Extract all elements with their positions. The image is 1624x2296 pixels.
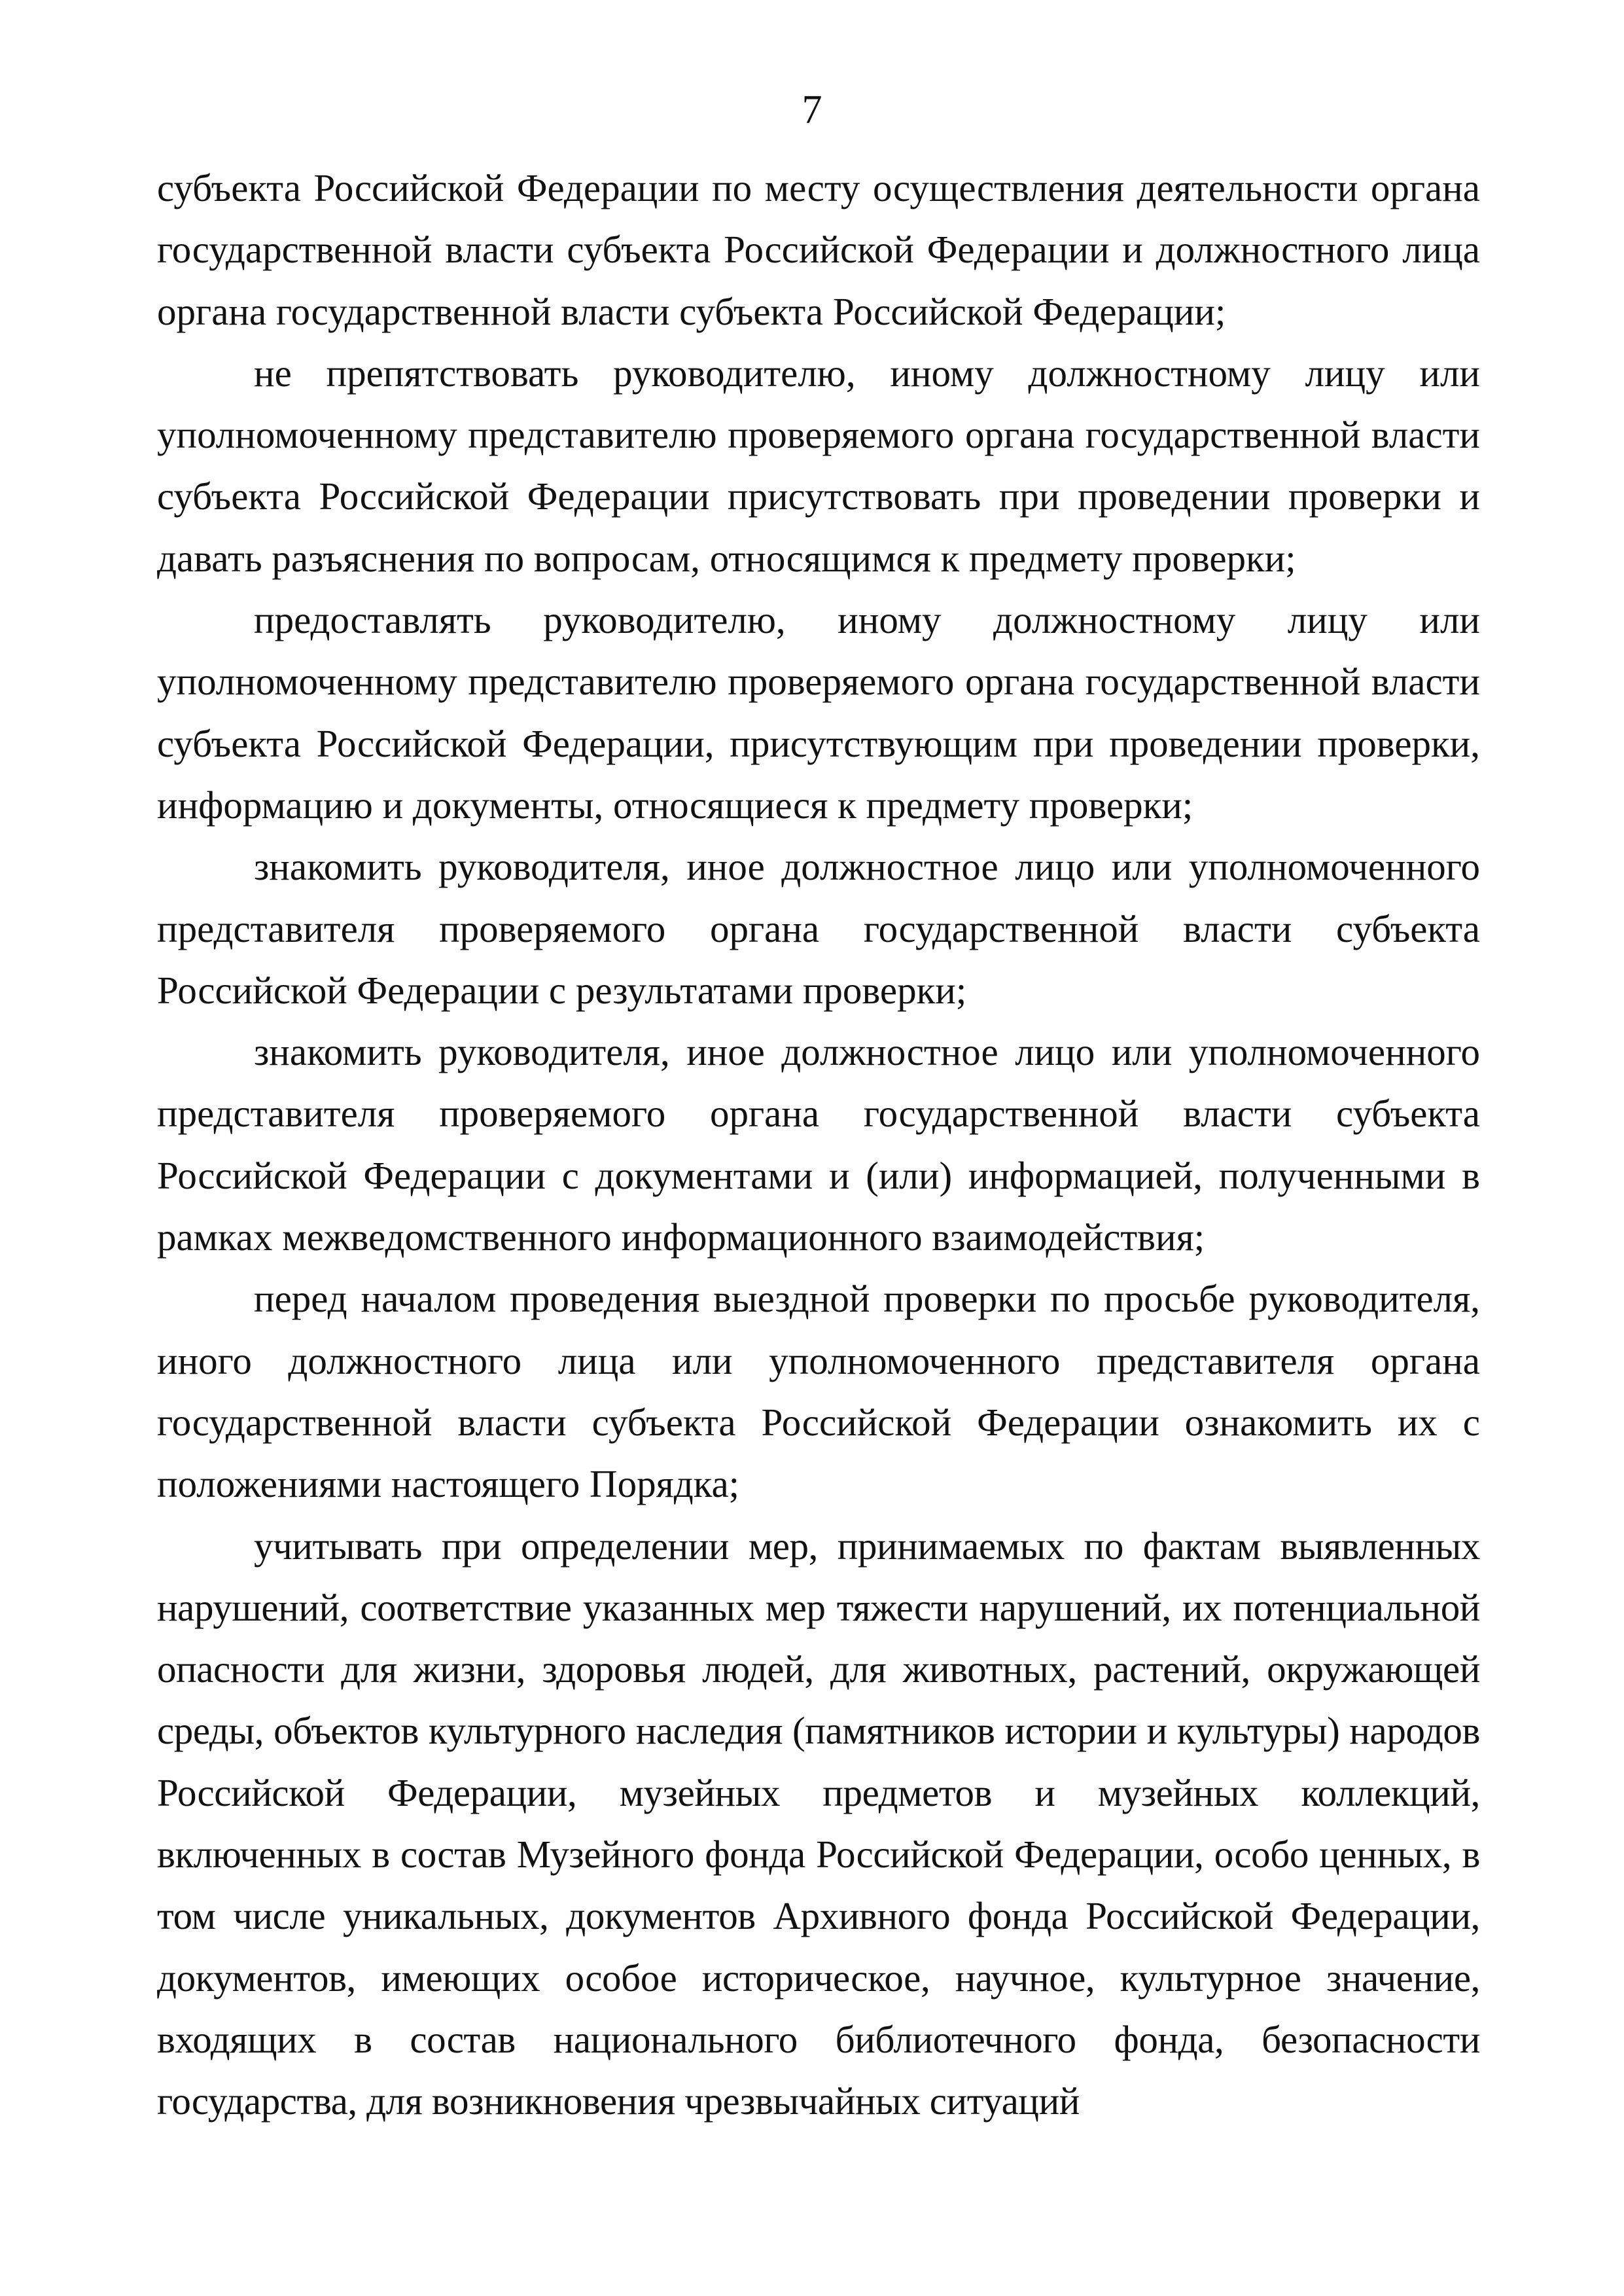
paragraph-continuation: субъекта Российской Федерации по месту осуществления деятельности органа государственной власти субъекта Российской Федерации и должностного лица органа государственной власти субъекта Российской Федерации; — [157, 166, 1480, 333]
paragraph-familiarize-results: знакомить руководителя, иное должностное лицо или уполномоченного представителя проверяемого органа государственной власти субъекта Российской Федерации с результатами проверки; — [157, 845, 1480, 1012]
paragraph-provide-information: предоставлять руководителю, иному должностному лицу или уполномоченному представителю проверяемого органа государственной власти субъекта Российской Федерации, присутствующим при проведении проверки, информацию и документы, относящиеся к предмету проверки; — [157, 598, 1480, 827]
paragraph-not-obstruct: не препятствовать руководителю, иному должностному лицу или уполномоченному представителю проверяемого органа государственной власти субъекта Российской Федерации присутствовать при проведении проверки и давать разъяснения по вопросам, относящимся к предмету проверки; — [157, 351, 1480, 580]
paragraph-measures-consideration: учитывать при определении мер, принимаемых по фактам выявленных нарушений, соответствие указанных мер тяжести нарушений, их потенциальной опасности для жизни, здоровья людей, для животных, растений, окружающей среды, объектов культурного наследия (памятников истории и культуры) народов Российской Федерации, музейных предметов и музейных коллекций, включенных в состав Музейного фонда Российской Федерации, особо ценных, в том числе уникальных, документов Архивного фонда Российской Федерации, документов, имеющих особое историческое, научное, культурное значение, входящих в состав национального библиотечного фонда, безопасности государства, для возникновения чрезвычайных ситуаций — [157, 1524, 1480, 2123]
document-body — [157, 157, 1480, 2132]
paragraph-familiarize-documents: знакомить руководителя, иное должностное лицо или уполномоченного представителя проверяемого органа государственной власти субъекта Российской Федерации с документами и (или) информацией, полученными в рамках межведомственного информационного взаимодействия; — [157, 1030, 1480, 1259]
page-number: 7 — [802, 88, 822, 132]
paragraph-before-onsite-inspection: перед началом проведения выездной проверки по просьбе руководителя, иного должностного лица или уполномоченного представителя органа государственной власти субъекта Российской Федерации ознакомить их с положениями настоящего Порядка; — [157, 1277, 1480, 1506]
